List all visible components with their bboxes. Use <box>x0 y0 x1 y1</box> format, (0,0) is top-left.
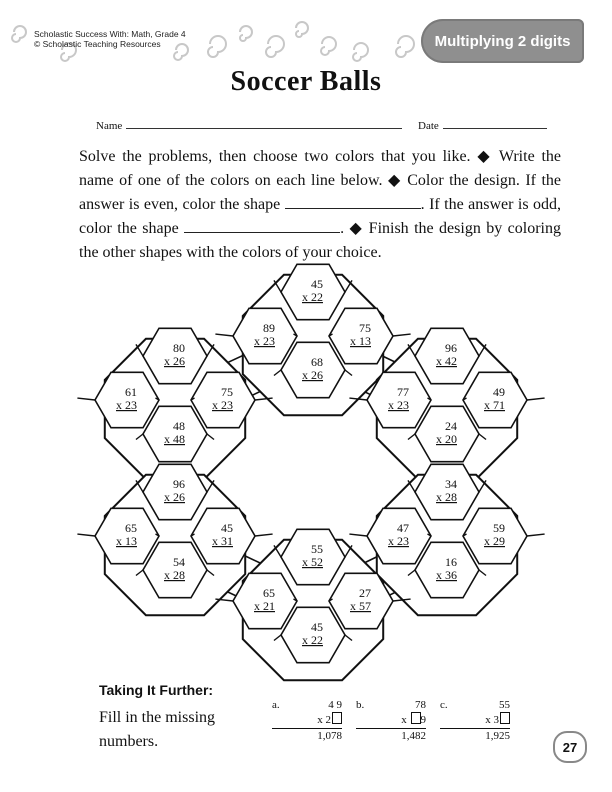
ball-seam-line <box>393 334 411 336</box>
problem-multiplier: x 29 <box>484 534 505 548</box>
missing-number-problem-c <box>440 698 510 743</box>
problem-multiplier: x 20 <box>436 432 457 446</box>
problem-top-factor: 24 <box>445 419 457 433</box>
problem-multiplier: x 28 <box>164 568 185 582</box>
problem-multiplier: x 26 <box>164 354 185 368</box>
problem-multiplier: x 28 <box>436 490 457 504</box>
ball-seam-line <box>527 534 545 536</box>
problem-multiplier: x 26 <box>164 490 185 504</box>
problem-multiplier: x 23 <box>388 398 409 412</box>
problem-multiplier: x 23 <box>388 534 409 548</box>
book-title: Scholastic Success With: Math, Grade 4 <box>34 29 186 39</box>
taking-it-further-title: Taking It Further: <box>99 682 214 698</box>
problem-top-factor: 55 <box>311 542 323 556</box>
ball-seam-line <box>527 398 545 400</box>
date-label: Date <box>418 120 439 132</box>
instructions-part-3: . ◆ Finish the design by coloring the other shapes with the colors of your choice. <box>79 220 561 261</box>
problem-top-factor: 80 <box>173 341 185 355</box>
problem-letter: c. <box>440 699 448 711</box>
problem-multiplier: x 52 <box>302 555 323 569</box>
problem-multiplier: x 23 <box>212 398 233 412</box>
problem-multiplier: x 48 <box>164 432 185 446</box>
page-title: Soccer Balls <box>230 66 382 97</box>
problem-top-factor: 45 <box>311 620 323 634</box>
problem-multiplier: x 21 <box>254 599 275 613</box>
ball-seam-line <box>349 534 367 536</box>
copyright: © Scholastic Teaching Resources <box>34 39 161 49</box>
problem-top-factor: 34 <box>445 477 457 491</box>
problem-multiplier: x 23 <box>116 398 137 412</box>
problem-letter: a. <box>272 699 280 711</box>
top-factor: 4 9 <box>328 699 342 711</box>
multiplier: x 2 <box>272 712 342 727</box>
problem-top-factor: 96 <box>173 477 185 491</box>
problem-top-factor: 59 <box>493 521 505 535</box>
missing-digit-box[interactable] <box>411 712 421 724</box>
instructions-part-2: . If the answer is odd, color the shape <box>79 196 562 237</box>
instructions-part-1: Solve the problems, then choose two colors that you like. ◆ Write the name of one of the colors on each line below. ◆ Color the design. If the answer is even, color the shape <box>79 148 561 213</box>
problem-top-factor: 65 <box>125 521 137 535</box>
ball-seam-line <box>215 334 233 336</box>
top-factor: 78 <box>415 699 426 711</box>
multiplier: x 9 <box>401 714 426 726</box>
problem-multiplier: x 22 <box>302 633 323 647</box>
problem-top-factor: 89 <box>263 321 275 335</box>
problem-multiplier: x 36 <box>436 568 457 582</box>
problem-top-factor: 68 <box>311 355 323 369</box>
problem-top-factor: 47 <box>397 521 409 535</box>
problem-top-factor: 75 <box>359 321 371 335</box>
missing-number-problem-b <box>356 698 426 743</box>
ball-seam-line <box>77 398 95 400</box>
problem-top-factor: 16 <box>445 555 457 569</box>
problem-letter: b. <box>356 699 365 711</box>
problem-multiplier: x 57 <box>350 599 371 613</box>
problem-multiplier: x 13 <box>116 534 137 548</box>
problem-top-factor: 96 <box>445 341 457 355</box>
problem-top-factor: 45 <box>311 277 323 291</box>
problem-multiplier: x 71 <box>484 398 505 412</box>
top-factor: 55 <box>499 699 510 711</box>
taking-it-further-text: Fill in the missing numbers. <box>99 709 216 750</box>
problem-top-factor: 45 <box>221 521 233 535</box>
problem-top-factor: 54 <box>173 555 185 569</box>
problem-multiplier: x 31 <box>212 534 233 548</box>
problem-top-factor: 77 <box>397 385 409 399</box>
product: 1,482 <box>401 730 426 742</box>
missing-number-problem-a <box>272 698 342 743</box>
problem-top-factor: 27 <box>359 586 371 600</box>
topic-tab: Multiplying 2 digits <box>421 19 584 63</box>
missing-digit-box[interactable] <box>500 712 510 724</box>
ball-seam-line <box>255 534 273 536</box>
problem-multiplier: x 26 <box>302 368 323 382</box>
problem-top-factor: 48 <box>173 419 185 433</box>
ball-seam-line <box>77 534 95 536</box>
problem-top-factor: 61 <box>125 385 137 399</box>
missing-digit-box[interactable] <box>332 712 342 724</box>
problem-multiplier: x 23 <box>254 334 275 348</box>
problem-top-factor: 65 <box>263 586 275 600</box>
multiplier: x 3 <box>440 712 510 727</box>
product: 1,925 <box>485 730 510 742</box>
problem-multiplier: x 22 <box>302 290 323 304</box>
problem-multiplier: x 13 <box>350 334 371 348</box>
problem-top-factor: 75 <box>221 385 233 399</box>
name-label: Name <box>96 120 123 132</box>
problem-top-factor: 49 <box>493 385 505 399</box>
page-number: 27 <box>553 731 587 763</box>
product: 1,078 <box>317 730 342 742</box>
problem-multiplier: x 42 <box>436 354 457 368</box>
